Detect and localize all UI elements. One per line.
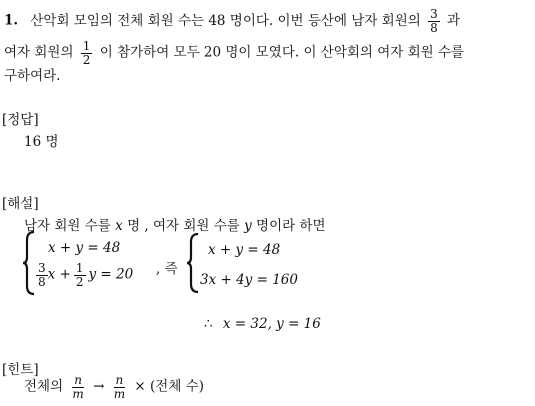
problem-line-2 xyxy=(4,40,464,66)
equation-1: x + y = 48 xyxy=(48,240,121,256)
answer-value: 16 명 xyxy=(24,134,59,150)
solution-intro xyxy=(24,214,326,234)
problem-text-1b: 과 xyxy=(447,12,461,29)
result-line xyxy=(204,316,321,332)
fraction-numerator: 1 xyxy=(82,39,91,53)
eq2-end: y = 20 xyxy=(88,266,134,283)
fraction-numerator: n xyxy=(115,373,124,387)
eq2-middle: x + xyxy=(47,266,71,283)
equation-2 xyxy=(36,262,133,288)
variable-y: y xyxy=(244,218,252,234)
solution-intro-c: 명이라 하면 xyxy=(256,218,326,234)
hint-line xyxy=(24,374,204,400)
eq2-fraction-3-8 xyxy=(36,262,48,288)
solution-intro-a: 남자 회원 수를 xyxy=(24,218,111,234)
problem-text-2b: 이 참가하여 모두 20 명이 모였다. 이 산악회의 여자 회원 수를 xyxy=(99,44,465,61)
fraction-1-2 xyxy=(81,40,93,66)
fraction-3-8 xyxy=(428,8,440,34)
fraction-numerator: 3 xyxy=(430,7,438,21)
hint-text-a: 전체의 xyxy=(24,378,64,395)
problem-line-1 xyxy=(4,8,460,34)
hint-fraction-1 xyxy=(70,374,85,400)
fraction-denominator: m xyxy=(113,386,126,401)
problem-text-2a: 여자 회원의 xyxy=(4,44,74,61)
connector-text: , 즉 xyxy=(156,261,178,277)
problem-number: 1. xyxy=(4,12,19,29)
solution-intro-b: 명 , 여자 회원 수를 xyxy=(127,218,240,234)
fraction-numerator: n xyxy=(74,373,82,387)
arrow-icon: → xyxy=(93,378,105,395)
fraction-denominator: 8 xyxy=(38,274,46,289)
equation-4: 3x + 4y = 160 xyxy=(200,272,298,288)
variable-x: x xyxy=(115,218,123,234)
fraction-denominator: 2 xyxy=(75,274,84,289)
problem-line-3: 구하여라. xyxy=(4,68,61,84)
fraction-numerator: 3 xyxy=(38,261,46,275)
equation-3: x + y = 48 xyxy=(208,242,281,258)
solution-heading: [해설] xyxy=(2,196,39,212)
eq2-fraction-1-2 xyxy=(74,262,86,288)
fraction-denominator: 2 xyxy=(82,52,91,67)
answer-heading: [정답] xyxy=(2,112,39,128)
fraction-denominator: m xyxy=(72,386,84,401)
brace-icon xyxy=(22,230,36,296)
hint-text-b: × (전체 수) xyxy=(134,378,204,395)
result-values: x = 32, y = 16 xyxy=(222,316,321,332)
fraction-numerator: 1 xyxy=(75,261,84,275)
brace-icon xyxy=(186,232,200,294)
hint-heading: [힌트] xyxy=(2,362,39,378)
problem-text-1a: 산악회 모임의 전체 회원 수는 48 명이다. 이번 등산에 남자 회원의 xyxy=(30,12,421,29)
hint-fraction-2 xyxy=(112,374,127,400)
fraction-denominator: 8 xyxy=(430,20,438,35)
therefore-symbol: ∴ xyxy=(204,316,213,332)
